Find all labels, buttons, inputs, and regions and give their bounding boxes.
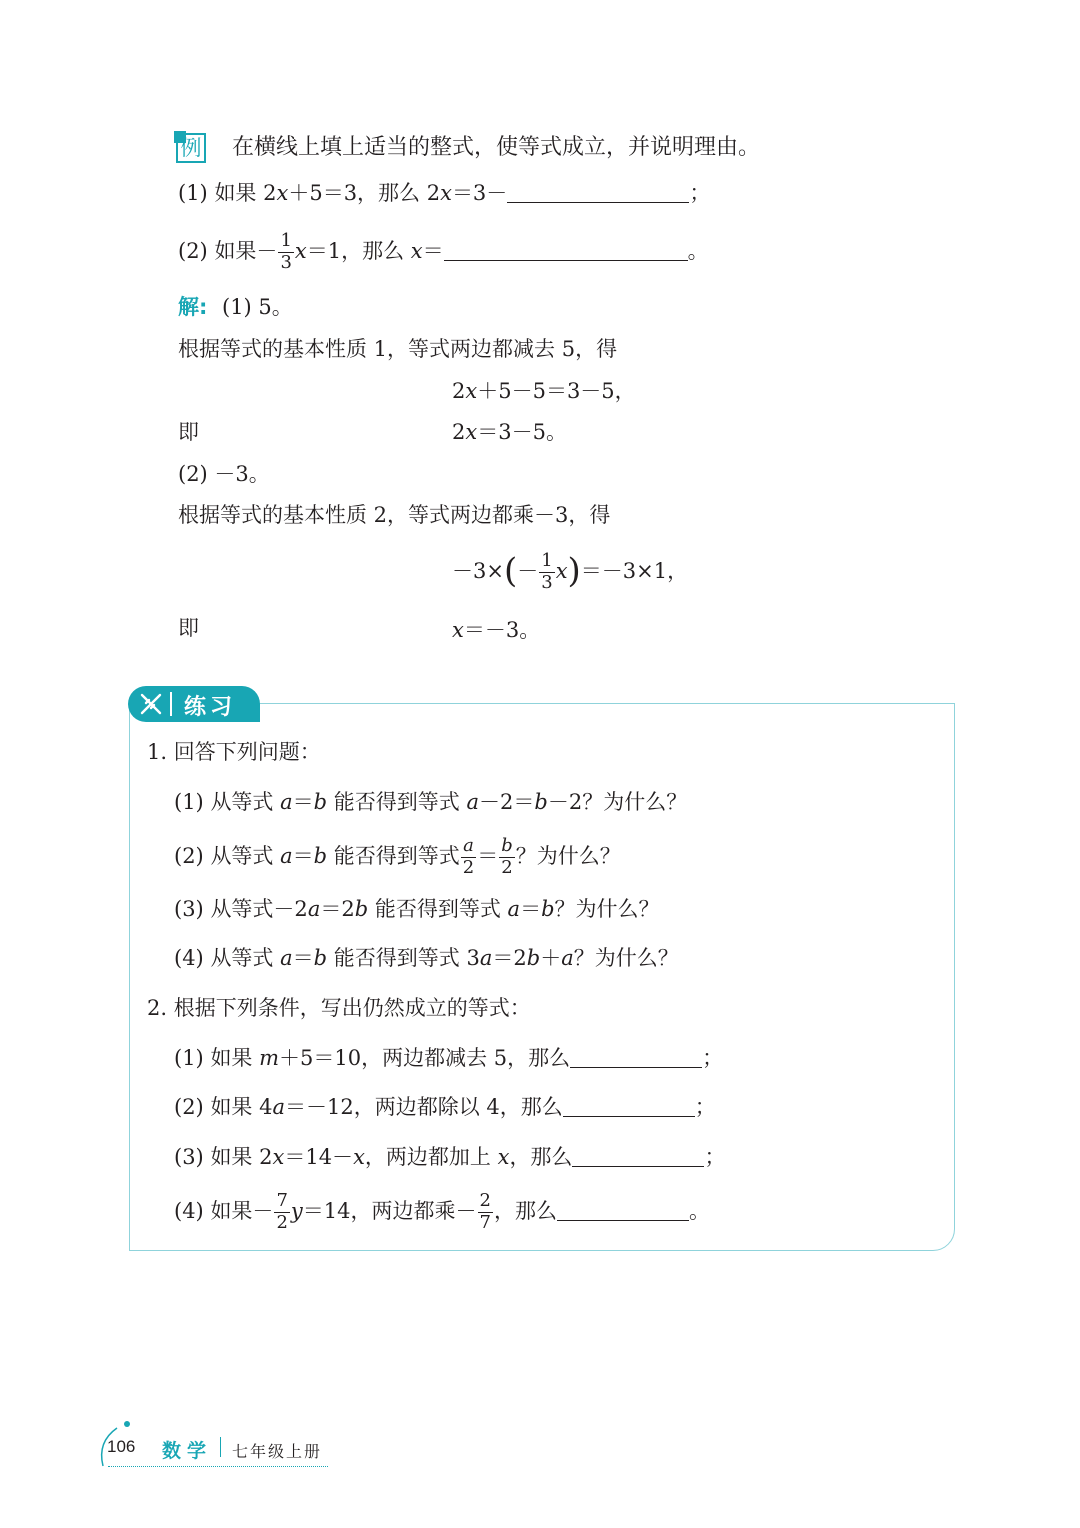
solution-equation-1: 2x＋5－5＝3－5，: [452, 379, 636, 403]
example-prompt: 在横线上填上适当的整式，使等式成立，并说明理由。: [232, 135, 761, 160]
solution-equation-4: x＝－3。: [452, 618, 541, 642]
solution-ji-1: 即: [178, 420, 199, 444]
practice-header: [128, 686, 260, 722]
practice-2-item-4: (4) 如果－ $\frac{7}{2}$ y＝14，两边都乘－ $\frac{2}{7}$ ，那么 。: [174, 1190, 710, 1233]
practice-blank-4[interactable]: [557, 1202, 689, 1221]
solution-label: 解:: [178, 295, 208, 319]
footer-subject: 数学: [162, 1440, 213, 1462]
example-q2: (2) 如果－ $\frac{1}{3}$ x＝1，那么 x＝ 。: [178, 230, 709, 273]
solution-answer-2: (2) －3。: [178, 462, 270, 486]
practice-2-label: 2. 根据下列条件，写出仍然成立的等式：: [147, 996, 531, 1020]
header-separator: [170, 692, 172, 716]
practice-1-label: 1. 回答下列问题：: [147, 740, 321, 764]
practice-1-item-3: (3) 从等式－2a＝2b 能否得到等式 a＝b？为什么？: [174, 897, 660, 921]
solution-ji-2: 即: [178, 616, 199, 640]
solution-equation-3: －3×(－ $\frac{1}{3}$ x)＝－3×1，: [452, 550, 689, 593]
solution-answer-1: (1) 5。: [222, 295, 293, 319]
answer-blank-2[interactable]: [444, 242, 688, 261]
practice-blank-2[interactable]: [563, 1098, 695, 1117]
practice-2-item-3: (3) 如果 2x＝14－x，两边都加上 x，那么 ；: [174, 1145, 726, 1169]
practice-blank-3[interactable]: [572, 1148, 704, 1167]
ruler-pencil-icon: [138, 691, 164, 717]
answer-blank-1[interactable]: [507, 184, 689, 203]
practice-1-item-2: (2) 从等式 a＝b 能否得到等式 $\frac{a}{2}$ ＝ $\frac{b}{2}$ ？为什么？: [174, 835, 621, 878]
solution-reason-2: 根据等式的基本性质 2，等式两边都乘－3，得: [178, 503, 611, 527]
example-q1: (1) 如果 2x＋5＝3，那么 2x＝3－ ；: [178, 181, 711, 205]
practice-1-item-1: (1) 从等式 a＝b 能否得到等式 a－2＝b－2？为什么？: [174, 790, 688, 814]
practice-1-item-4: (4) 从等式 a＝b 能否得到等式 3a＝2b＋a？为什么？: [174, 946, 679, 970]
example-badge: 例: [176, 133, 206, 163]
footer-dotted-line: [108, 1466, 328, 1467]
solution-equation-2: 2x＝3－5。: [452, 420, 567, 444]
page-number: 106: [107, 1437, 136, 1456]
practice-title: 练习: [184, 695, 237, 720]
practice-2-item-1: (1) 如果 m＋5＝10，两边都减去 5，那么 ；: [174, 1046, 724, 1070]
footer-grade: 七年级上册: [232, 1442, 323, 1461]
fraction-one-third: $\frac{1}{3}$: [280, 230, 292, 273]
practice-2-item-2: (2) 如果 4a＝－12，两边都除以 4，那么 ；: [174, 1095, 716, 1119]
practice-blank-1[interactable]: [570, 1049, 702, 1068]
footer-separator: [220, 1437, 221, 1457]
solution-reason-1: 根据等式的基本性质 1，等式两边都减去 5，得: [178, 337, 618, 361]
